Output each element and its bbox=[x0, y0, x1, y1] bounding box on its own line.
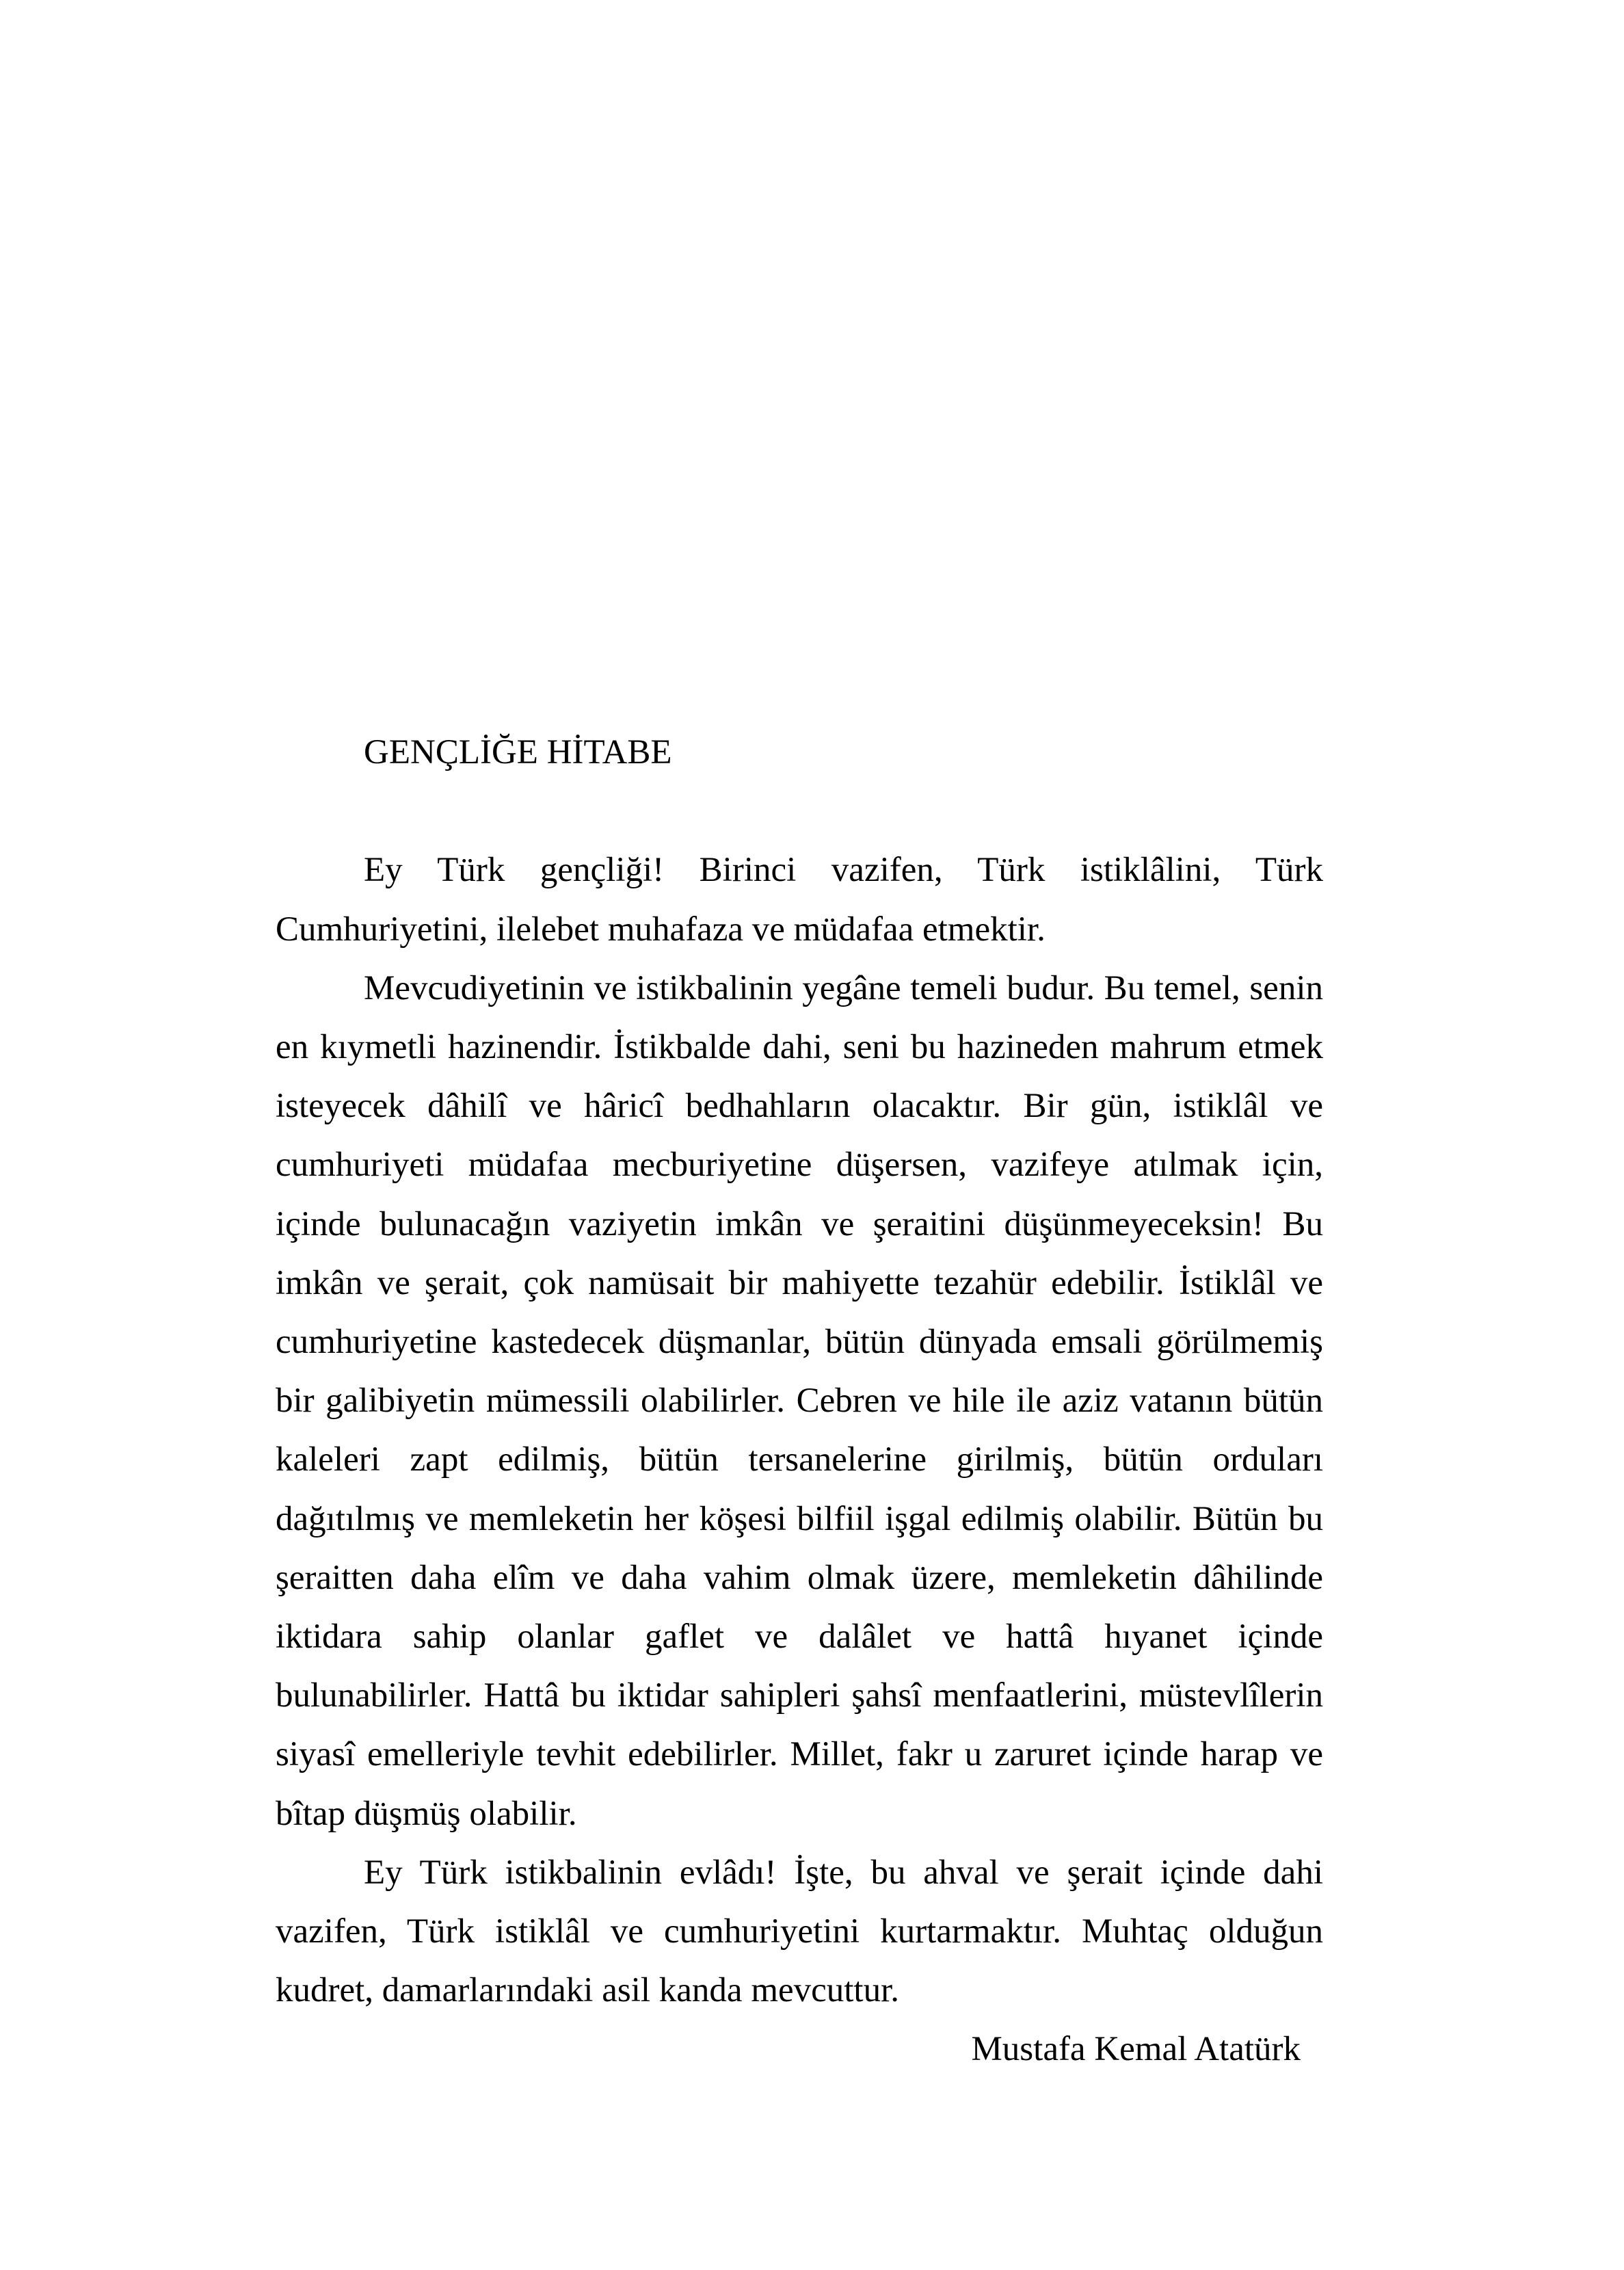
text-block bbox=[276, 723, 1323, 2079]
document-title: GENÇLİĞE HİTABE bbox=[364, 733, 672, 771]
paragraph-3: Ey Türk istikbalinin evlâdı! İşte, bu ahval ve şerait içinde dahi vazifen, Türk istiklâl ve cumhuriyetini kurtarmaktır. Muhtaç olduğun kudret, damarlarındaki asil kanda mevcuttur. bbox=[276, 1853, 1323, 2010]
paragraph-1: Ey Türk gençliği! Birinci vazifen, Türk istiklâlini, Türk Cumhuriyetini, ilelebet muhafaza ve müdafaa etmektir. bbox=[276, 851, 1323, 949]
signature: Mustafa Kemal Atatürk bbox=[971, 2030, 1301, 2069]
paragraph-2: Mevcudiyetinin ve istikbalinin yegâne temeli budur. Bu temel, senin en kıymetli hazinendir. İstikbalde dahi, seni bu hazineden mahrum etmek isteyecek dâhilî ve hâricî bedhahların olacaktır. Bir gün, istiklâl ve cumhuriyeti müdafaa mecburiyetine düşersen, vazifeye atılmak için, içinde bulunacağın vaziyetin imkân ve şeraitini düşünmeyeceksin! Bu imkân ve şerait, çok namüsait bir mahiyette tezahür edebilir. İstiklâl ve cumhuriyetine kastedecek düşmanlar, bütün dünyada emsali görülmemiş bir galibiyetin mümessili olabilirler. Cebren ve hile ile aziz vatanın bütün kaleleri zapt edilmiş, bütün tersanelerine girilmiş, bütün orduları dağıtılmış ve memleketin her köşesi bilfiil işgal edilmiş olabilir. Bütün bu şeraitten daha elîm ve daha vahim olmak üzere, memleketin dâhilinde iktidara sahip olanlar gaflet ve dalâlet ve hattâ hıyanet içinde bulunabilirler. Hattâ bu iktidar sahipleri şahsî menfaatlerini, müstevlîlerin siyasî emelleriyle tevhit edebilirler. Millet, fakr u zaruret içinde harap ve bîtap düşmüş olabilir. bbox=[276, 968, 1323, 1833]
